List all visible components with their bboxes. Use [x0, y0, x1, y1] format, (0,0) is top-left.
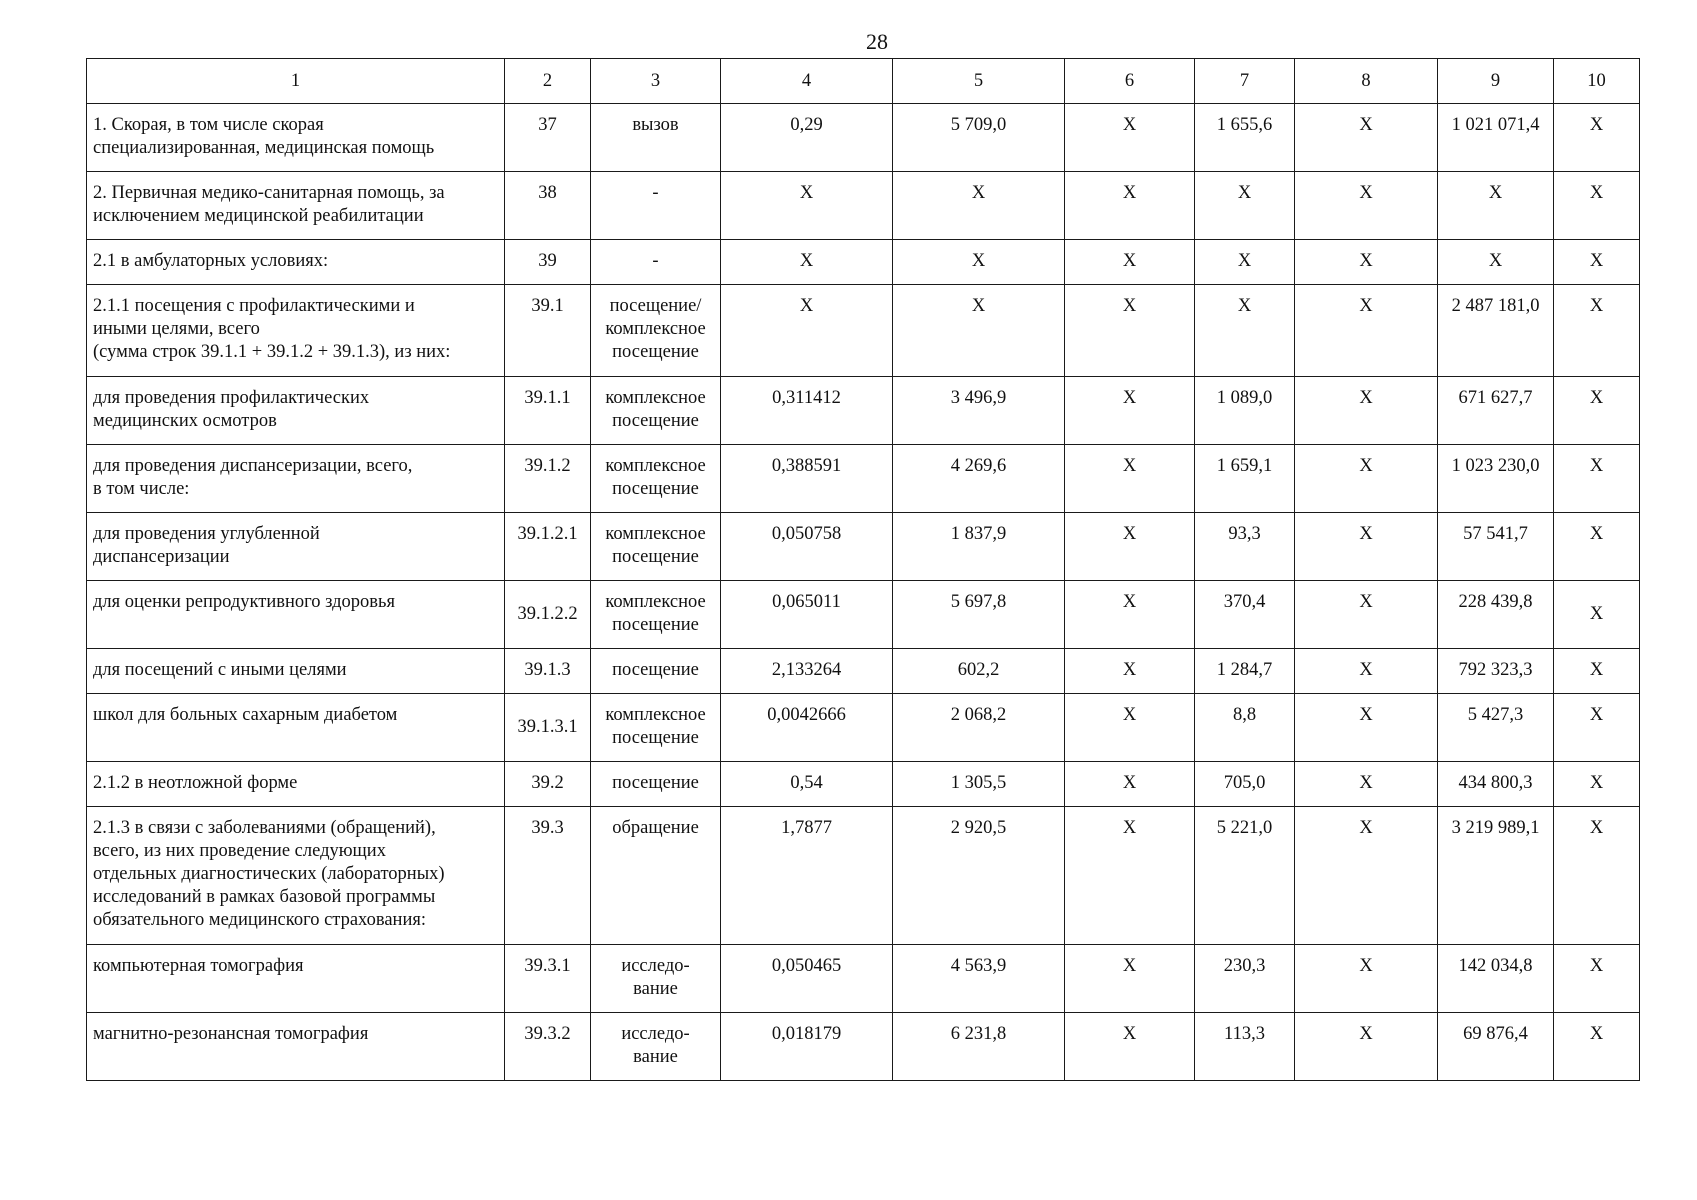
row-name-cell [87, 240, 505, 285]
value-cell-c8: Х [1295, 240, 1438, 285]
unit-cell [591, 104, 721, 172]
line-code-cell: 37 [505, 104, 591, 172]
value-cell-c5: 1 837,9 [893, 513, 1065, 581]
value-cell-c7: 230,3 [1195, 945, 1295, 1013]
value-cell-c7: 1 284,7 [1195, 649, 1295, 694]
header-cell: 1 [87, 59, 505, 104]
value-cell-c5: 2 920,5 [893, 807, 1065, 945]
value-cell-c5: 4 563,9 [893, 945, 1065, 1013]
unit-line: - [652, 251, 659, 271]
name-line: медицинских осмотров [93, 411, 277, 431]
value-cell-c5: 1 305,5 [893, 762, 1065, 807]
value-cell-c10: Х [1554, 807, 1640, 945]
table-row [87, 694, 1640, 762]
value-cell-c9: 3 219 989,1 [1438, 807, 1554, 945]
table-row [87, 240, 1640, 285]
unit-cell [591, 377, 721, 445]
name-line: для проведения профилактических [93, 388, 370, 408]
unit-line: комплексное [605, 592, 706, 612]
unit-cell [591, 945, 721, 1013]
value-cell-c5: 5 697,8 [893, 581, 1065, 649]
unit-line: посещение [612, 411, 699, 431]
name-line: для посещений с иными целями [93, 660, 347, 680]
header-cell: 8 [1295, 59, 1438, 104]
name-line: магнитно-резонансная томография [93, 1024, 369, 1044]
unit-line: посещение [612, 728, 699, 748]
unit-cell [591, 807, 721, 945]
table-row [87, 104, 1640, 172]
value-cell-c7: 8,8 [1195, 694, 1295, 762]
value-cell-c4: 0,065011 [721, 581, 893, 649]
name-line: диспансеризации [93, 547, 230, 567]
name-line: в том числе: [93, 479, 190, 499]
value-cell-c8: Х [1295, 807, 1438, 945]
unit-line: вызов [632, 115, 679, 135]
line-code-cell: 39.1.2.1 [505, 513, 591, 581]
value-cell-c6: Х [1065, 807, 1195, 945]
name-line: 2. Первичная медико-санитарная помощь, за [93, 183, 445, 203]
unit-cell [591, 285, 721, 377]
value-cell-c8: Х [1295, 945, 1438, 1013]
row-name-cell [87, 1013, 505, 1081]
name-line: 2.1.2 в неотложной форме [93, 773, 298, 793]
value-cell-c9: Х [1438, 240, 1554, 285]
row-name-cell [87, 807, 505, 945]
table-row [87, 1013, 1640, 1081]
unit-line: вание [633, 979, 678, 999]
value-cell-c7: 370,4 [1195, 581, 1295, 649]
value-cell-c9: 434 800,3 [1438, 762, 1554, 807]
value-cell-c5: Х [893, 172, 1065, 240]
table-row [87, 172, 1640, 240]
unit-line: комплексное [605, 524, 706, 544]
value-cell-c8: Х [1295, 581, 1438, 649]
header-cell: 3 [591, 59, 721, 104]
row-name-cell [87, 377, 505, 445]
line-code-cell: 39 [505, 240, 591, 285]
unit-line: посещение [612, 660, 699, 680]
value-cell-c8: Х [1295, 762, 1438, 807]
value-cell-c4: 2,133264 [721, 649, 893, 694]
value-cell-c6: Х [1065, 581, 1195, 649]
value-cell-c8: Х [1295, 104, 1438, 172]
value-cell-c9: 2 487 181,0 [1438, 285, 1554, 377]
name-line: всего, из них проведение следующих [93, 841, 386, 861]
value-cell-c4: 0,018179 [721, 1013, 893, 1081]
name-line: специализированная, медицинская помощь [93, 138, 435, 158]
unit-line: - [652, 183, 659, 203]
value-cell-c8: Х [1295, 649, 1438, 694]
value-cell-c4: 0,050465 [721, 945, 893, 1013]
line-code-cell: 39.1 [505, 285, 591, 377]
value-cell-c7: 1 659,1 [1195, 445, 1295, 513]
name-line: 1. Скорая, в том числе скорая [93, 115, 324, 135]
row-name-cell [87, 172, 505, 240]
value-cell-c9: 5 427,3 [1438, 694, 1554, 762]
value-cell-c10: Х [1554, 1013, 1640, 1081]
unit-line: посещение [612, 547, 699, 567]
line-code-cell: 39.1.3.1 [505, 694, 591, 762]
row-name-cell [87, 445, 505, 513]
name-line: школ для больных сахарным диабетом [93, 705, 398, 725]
line-code-cell: 39.3.1 [505, 945, 591, 1013]
value-cell-c4: Х [721, 240, 893, 285]
row-name-cell [87, 649, 505, 694]
name-line: отдельных диагностических (лабораторных) [93, 864, 445, 884]
value-cell-c6: Х [1065, 1013, 1195, 1081]
table-row [87, 445, 1640, 513]
unit-cell [591, 1013, 721, 1081]
value-cell-c8: Х [1295, 1013, 1438, 1081]
row-name-cell [87, 762, 505, 807]
value-cell-c6: Х [1065, 104, 1195, 172]
header-cell: 7 [1195, 59, 1295, 104]
header-cell: 4 [721, 59, 893, 104]
value-cell-c9: 57 541,7 [1438, 513, 1554, 581]
name-line: для оценки репродуктивного здоровья [93, 592, 395, 612]
value-cell-c5: 2 068,2 [893, 694, 1065, 762]
value-cell-c10: Х [1554, 945, 1640, 1013]
unit-line: посещение [612, 615, 699, 635]
value-cell-c4: 1,7877 [721, 807, 893, 945]
value-cell-c8: Х [1295, 445, 1438, 513]
header-cell: 5 [893, 59, 1065, 104]
value-cell-c7: 5 221,0 [1195, 807, 1295, 945]
unit-cell [591, 694, 721, 762]
value-cell-c9: Х [1438, 172, 1554, 240]
value-cell-c5: 3 496,9 [893, 377, 1065, 445]
header-row [87, 59, 1640, 104]
name-line: 2.1.1 посещения с профилактическими и [93, 296, 415, 316]
line-code-cell: 39.1.2.2 [505, 581, 591, 649]
name-line: исключением медицинской реабилитации [93, 206, 424, 226]
line-code-cell: 39.1.2 [505, 445, 591, 513]
value-cell-c10: Х [1554, 762, 1640, 807]
value-cell-c4: 0,388591 [721, 445, 893, 513]
value-cell-c6: Х [1065, 945, 1195, 1013]
header-cell: 9 [1438, 59, 1554, 104]
unit-line: комплексное [605, 456, 706, 476]
line-code-cell: 38 [505, 172, 591, 240]
table-row [87, 945, 1640, 1013]
value-cell-c10: Х [1554, 285, 1640, 377]
value-cell-c6: Х [1065, 513, 1195, 581]
value-cell-c6: Х [1065, 172, 1195, 240]
value-cell-c7: 1 655,6 [1195, 104, 1295, 172]
name-line: иными целями, всего [93, 319, 260, 339]
table-row [87, 513, 1640, 581]
unit-line: посещение [612, 479, 699, 499]
value-cell-c8: Х [1295, 285, 1438, 377]
value-cell-c8: Х [1295, 694, 1438, 762]
name-line: для проведения диспансеризации, всего, [93, 456, 413, 476]
unit-line: вание [633, 1047, 678, 1067]
unit-line: посещение [612, 342, 699, 362]
page-number: 28 [866, 29, 888, 54]
line-code-cell: 39.1.3 [505, 649, 591, 694]
line-code-cell: 39.2 [505, 762, 591, 807]
value-cell-c4: 0,311412 [721, 377, 893, 445]
line-code-cell: 39.3.2 [505, 1013, 591, 1081]
value-cell-c4: 0,54 [721, 762, 893, 807]
unit-cell [591, 762, 721, 807]
row-name-cell [87, 694, 505, 762]
value-cell-c7: 113,3 [1195, 1013, 1295, 1081]
table-row [87, 377, 1640, 445]
value-cell-c7: Х [1195, 285, 1295, 377]
table-row [87, 807, 1640, 945]
value-cell-c10: Х [1554, 377, 1640, 445]
value-cell-c9: 228 439,8 [1438, 581, 1554, 649]
header-cell: 10 [1554, 59, 1640, 104]
value-cell-c4: 0,29 [721, 104, 893, 172]
unit-cell [591, 649, 721, 694]
unit-line: посещение [612, 773, 699, 793]
unit-line: комплексное [605, 388, 706, 408]
unit-line: обращение [612, 818, 699, 838]
value-cell-c10: Х [1554, 513, 1640, 581]
table-row [87, 762, 1640, 807]
unit-line: исследо- [621, 1024, 690, 1044]
row-name-cell [87, 285, 505, 377]
unit-line: исследо- [621, 956, 690, 976]
value-cell-c10: Х [1554, 104, 1640, 172]
table-row [87, 649, 1640, 694]
value-cell-c4: 0,050758 [721, 513, 893, 581]
value-cell-c10: Х [1554, 445, 1640, 513]
row-name-cell [87, 581, 505, 649]
value-cell-c4: 0,0042666 [721, 694, 893, 762]
name-line: обязательного медицинского страхования: [93, 910, 426, 930]
line-code-cell: 39.1.1 [505, 377, 591, 445]
unit-cell [591, 240, 721, 285]
value-cell-c6: Х [1065, 377, 1195, 445]
line-code-cell: 39.3 [505, 807, 591, 945]
name-line: (сумма строк 39.1.1 + 39.1.2 + 39.1.3), из них: [93, 342, 451, 362]
value-cell-c4: Х [721, 172, 893, 240]
unit-cell [591, 172, 721, 240]
name-line: 2.1.3 в связи с заболеваниями (обращений), [93, 818, 436, 838]
value-cell-c6: Х [1065, 240, 1195, 285]
unit-line: посещение/ [609, 296, 702, 316]
value-cell-c5: 5 709,0 [893, 104, 1065, 172]
value-cell-c10: Х [1554, 649, 1640, 694]
unit-cell [591, 581, 721, 649]
value-cell-c7: 1 089,0 [1195, 377, 1295, 445]
value-cell-c7: 705,0 [1195, 762, 1295, 807]
value-cell-c8: Х [1295, 377, 1438, 445]
table-row [87, 581, 1640, 649]
value-cell-c8: Х [1295, 172, 1438, 240]
value-cell-c5: 6 231,8 [893, 1013, 1065, 1081]
value-cell-c9: 671 627,7 [1438, 377, 1554, 445]
row-name-cell [87, 104, 505, 172]
data-table [86, 58, 1640, 1081]
value-cell-c9: 1 023 230,0 [1438, 445, 1554, 513]
value-cell-c6: Х [1065, 445, 1195, 513]
value-cell-c5: Х [893, 285, 1065, 377]
name-line: исследований в рамках базовой программы [93, 887, 436, 907]
table-row [87, 285, 1640, 377]
value-cell-c7: Х [1195, 172, 1295, 240]
value-cell-c8: Х [1295, 513, 1438, 581]
unit-cell [591, 445, 721, 513]
value-cell-c7: 93,3 [1195, 513, 1295, 581]
value-cell-c10: Х [1554, 240, 1640, 285]
value-cell-c7: Х [1195, 240, 1295, 285]
unit-line: комплексное [605, 319, 706, 339]
value-cell-c5: Х [893, 240, 1065, 285]
value-cell-c9: 69 876,4 [1438, 1013, 1554, 1081]
value-cell-c6: Х [1065, 694, 1195, 762]
value-cell-c9: 1 021 071,4 [1438, 104, 1554, 172]
value-cell-c6: Х [1065, 285, 1195, 377]
unit-cell [591, 513, 721, 581]
name-line: компьютерная томография [93, 956, 304, 976]
row-name-cell [87, 513, 505, 581]
header-cell: 2 [505, 59, 591, 104]
value-cell-c10: Х [1554, 694, 1640, 762]
value-cell-c5: 602,2 [893, 649, 1065, 694]
value-cell-c5: 4 269,6 [893, 445, 1065, 513]
value-cell-c6: Х [1065, 762, 1195, 807]
value-cell-c10: Х [1554, 581, 1640, 649]
value-cell-c10: Х [1554, 172, 1640, 240]
row-name-cell [87, 945, 505, 1013]
unit-line: комплексное [605, 705, 706, 725]
value-cell-c9: 792 323,3 [1438, 649, 1554, 694]
value-cell-c4: Х [721, 285, 893, 377]
name-line: 2.1 в амбулаторных условиях: [93, 251, 329, 271]
value-cell-c9: 142 034,8 [1438, 945, 1554, 1013]
name-line: для проведения углубленной [93, 524, 320, 544]
value-cell-c6: Х [1065, 649, 1195, 694]
header-cell: 6 [1065, 59, 1195, 104]
